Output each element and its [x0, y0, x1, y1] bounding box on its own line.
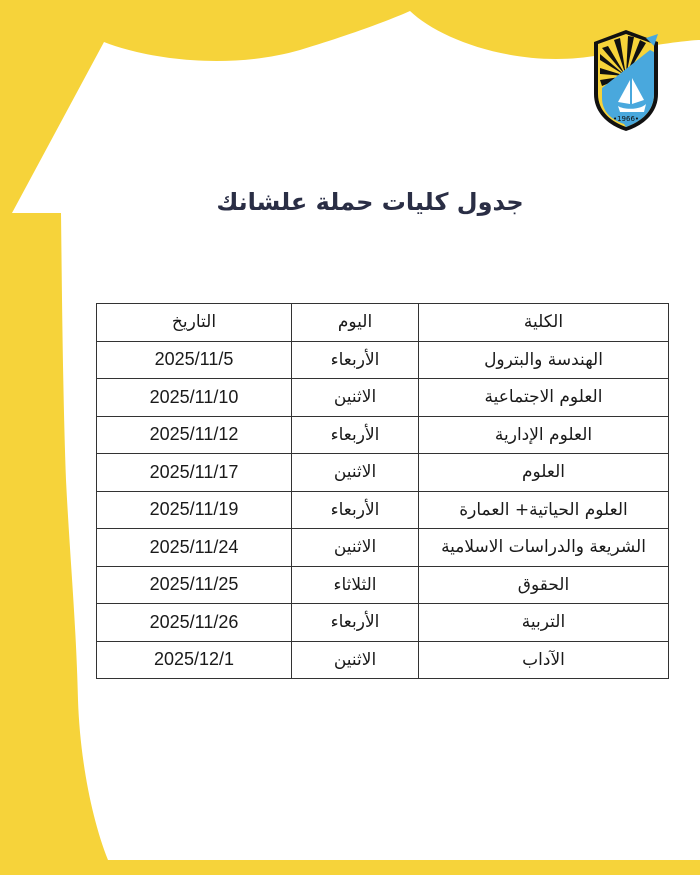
college-cell: العلوم: [419, 454, 669, 492]
table-row: [97, 454, 669, 492]
page-title: جدول كليات حملة علشانك: [216, 188, 524, 216]
date-cell: 2025/11/25: [97, 566, 292, 604]
day-cell: الاثنين: [292, 641, 419, 679]
date-cell: 2025/12/1: [97, 641, 292, 679]
college-cell: التربية: [419, 604, 669, 642]
table-row: [97, 341, 669, 379]
college-cell: العلوم الإدارية: [419, 416, 669, 454]
date-cell: 2025/11/5: [97, 341, 292, 379]
header-college: الكلية: [419, 304, 669, 342]
date-cell: 2025/11/19: [97, 491, 292, 529]
header-date: التاريخ: [97, 304, 292, 342]
college-cell: العلوم الاجتماعية: [419, 379, 669, 417]
university-logo: [588, 28, 664, 132]
day-cell: الأربعاء: [292, 416, 419, 454]
table-row: [97, 491, 669, 529]
college-cell: الحقوق: [419, 566, 669, 604]
day-cell: الاثنين: [292, 379, 419, 417]
table-header-row: [97, 304, 669, 342]
day-cell: الأربعاء: [292, 341, 419, 379]
college-cell: العلوم الحياتية+ العمارة: [419, 491, 669, 529]
date-cell: 2025/11/24: [97, 529, 292, 567]
college-cell: الآداب: [419, 641, 669, 679]
day-cell: الاثنين: [292, 454, 419, 492]
day-cell: الثلاثاء: [292, 566, 419, 604]
logo-year: •1966•: [612, 115, 640, 123]
college-cell: الهندسة والبترول: [419, 341, 669, 379]
schedule-table: [96, 303, 669, 679]
date-cell: 2025/11/12: [97, 416, 292, 454]
day-cell: الاثنين: [292, 529, 419, 567]
date-cell: 2025/11/10: [97, 379, 292, 417]
table-row: [97, 416, 669, 454]
table-row: [97, 641, 669, 679]
college-cell: الشريعة والدراسات الاسلامية: [419, 529, 669, 567]
day-cell: الأربعاء: [292, 491, 419, 529]
table-row: [97, 566, 669, 604]
table-row: [97, 379, 669, 417]
table-row: [97, 604, 669, 642]
table-row: [97, 529, 669, 567]
day-cell: الأربعاء: [292, 604, 419, 642]
date-cell: 2025/11/26: [97, 604, 292, 642]
date-cell: 2025/11/17: [97, 454, 292, 492]
header-day: اليوم: [292, 304, 419, 342]
